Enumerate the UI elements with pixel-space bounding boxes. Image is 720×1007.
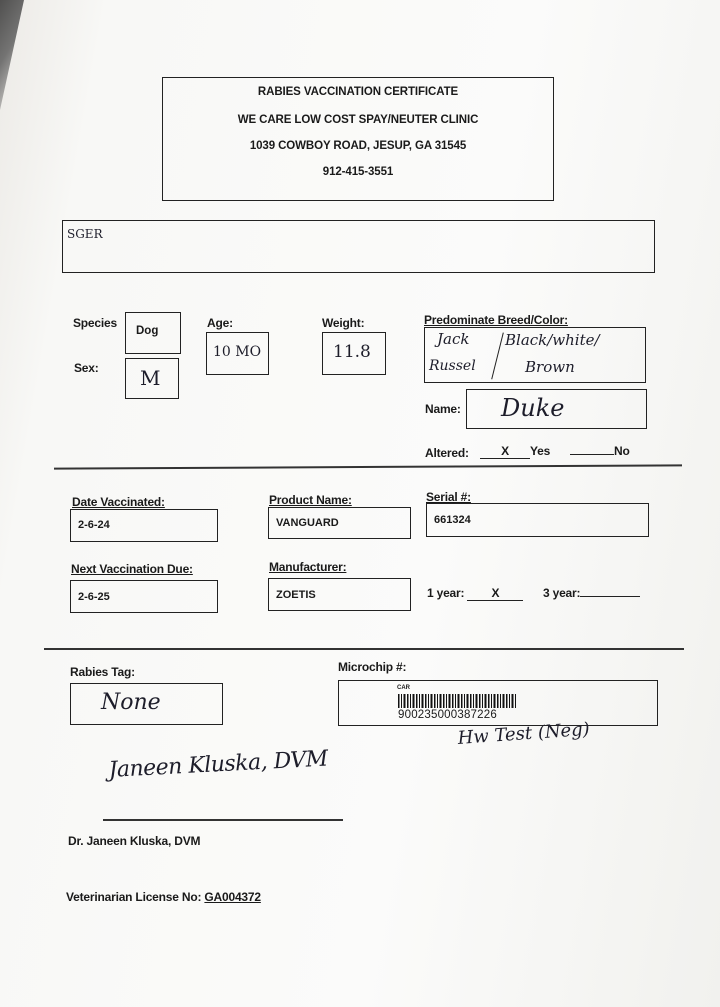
next-vaccination-value: 2-6-25 (78, 591, 110, 603)
product-name-label: Product Name: (269, 493, 352, 507)
breed-color-divider (491, 333, 504, 380)
next-vaccination-box (70, 580, 218, 613)
product-name-value: VANGUARD (276, 517, 339, 529)
rabies-tag-box (70, 683, 223, 725)
one-year-field (427, 586, 523, 601)
altered-label: Altered: (425, 446, 469, 460)
rabies-tag-value: None (101, 690, 161, 715)
breed-color-box (424, 327, 646, 383)
three-year-field (543, 586, 640, 600)
section-divider-2 (44, 648, 684, 650)
clinic-address: 1039 COWBOY ROAD, JESUP, GA 31545 (249, 140, 467, 152)
manufacturer-label: Manufacturer: (269, 560, 347, 574)
signature-line (103, 819, 343, 821)
date-vaccinated-box (70, 509, 218, 542)
rabies-tag-label: Rabies Tag: (70, 665, 135, 679)
manufacturer-box (268, 578, 411, 611)
sex-value: M (140, 366, 161, 390)
sex-label: Sex: (74, 361, 99, 375)
page-fold-shadow (0, 0, 60, 110)
next-vaccination-label: Next Vaccination Due: (71, 562, 193, 576)
species-box (125, 312, 181, 354)
heartworm-test-note: Hw Test (Neg) (457, 718, 591, 749)
microchip-label: Microchip #: (338, 660, 407, 674)
altered-yes-label: Yes (530, 444, 551, 458)
one-year-label: 1 year: (427, 586, 465, 600)
product-name-box (268, 507, 411, 539)
manufacturer-value: ZOETIS (276, 589, 316, 601)
vet-signature: Janeen Kluska, DVM (108, 746, 329, 783)
altered-yes-mark: X (480, 444, 530, 459)
altered-no-label: No (614, 444, 630, 458)
date-vaccinated-value: 2-6-24 (78, 519, 110, 531)
color-value-line2: Brown (525, 358, 575, 376)
section-divider-1 (54, 464, 682, 469)
breed-color-label: Predominate Breed/Color: (424, 313, 568, 327)
breed-value-line1: Jack (437, 330, 470, 348)
sex-box (125, 358, 179, 399)
clinic-name: WE CARE LOW COST SPAY/NEUTER CLINIC (237, 114, 479, 126)
altered-no-mark (570, 454, 614, 455)
weight-box (322, 332, 386, 375)
breed-value-line2: Russel (429, 358, 476, 374)
one-year-mark: X (467, 586, 523, 601)
vet-printed-name: Dr. Janeen Kluska, DVM (68, 834, 201, 848)
three-year-label: 3 year: (543, 586, 581, 600)
owner-value: SGER (67, 227, 103, 241)
name-label: Name: (425, 402, 461, 416)
serial-value: 661324 (434, 514, 471, 526)
species-value: Dog (136, 325, 159, 337)
age-value: 10 MO (213, 344, 262, 360)
clinic-phone: 912-415-3551 (322, 166, 394, 178)
altered-no-field (570, 444, 630, 458)
microchip-number: 900235000387226 (398, 709, 497, 721)
weight-label: Weight: (322, 316, 365, 330)
age-label: Age: (207, 316, 233, 330)
three-year-mark (580, 596, 640, 597)
license-field (66, 890, 261, 904)
weight-value: 11.8 (333, 342, 371, 362)
microchip-prefix: CAR (397, 685, 410, 691)
owner-box (62, 220, 655, 273)
name-box (466, 389, 647, 429)
date-vaccinated-label: Date Vaccinated: (72, 495, 165, 509)
color-value-line1: Black/white/ (505, 331, 600, 349)
microchip-barcode (398, 694, 516, 708)
header-box (162, 77, 554, 201)
species-label: Species (73, 316, 117, 330)
altered-yes-field (480, 444, 550, 459)
serial-box (426, 503, 649, 537)
license-label: Veterinarian License No: (66, 890, 202, 904)
age-box (206, 332, 269, 375)
license-value: GA004372 (204, 890, 261, 904)
serial-label: Serial #: (426, 490, 471, 504)
certificate-title: RABIES VACCINATION CERTIFICATE (257, 86, 459, 98)
name-value: Duke (501, 394, 565, 422)
